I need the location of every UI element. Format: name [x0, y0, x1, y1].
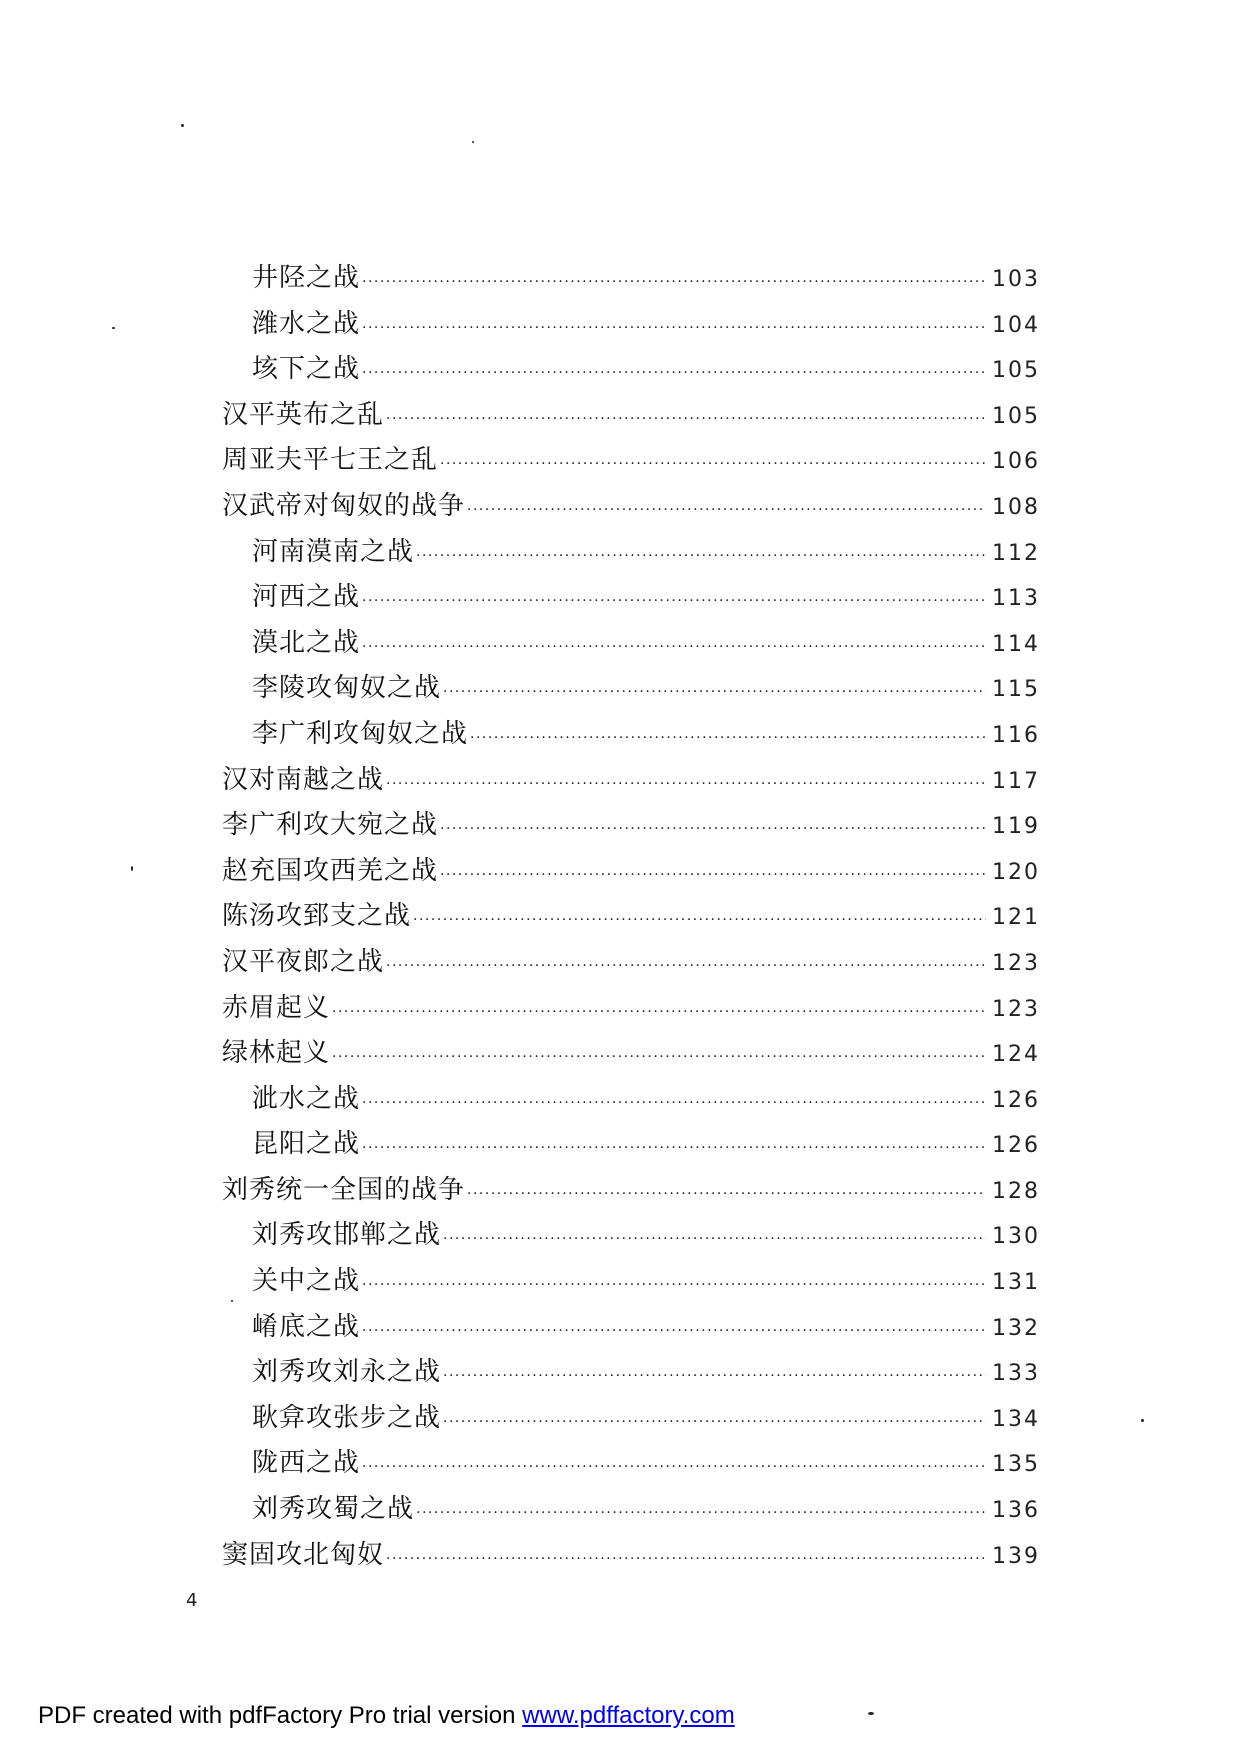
dot-leader [443, 1217, 986, 1263]
dot-leader [362, 1445, 986, 1491]
toc-entry [222, 712, 1040, 758]
toc-entry-page: 113 [992, 586, 1040, 612]
toc-entry-title: 绿林起义 [222, 1038, 331, 1069]
scan-speck [131, 866, 133, 871]
toc-entry-page: 139 [992, 1543, 1040, 1569]
dot-leader [413, 898, 986, 944]
toc-entry [222, 1441, 1040, 1487]
toc-entry [222, 940, 1040, 986]
toc-entry-title: 垓下之战 [252, 354, 361, 385]
toc-entry [222, 1168, 1040, 1214]
scan-speck [472, 141, 474, 143]
dot-leader [362, 625, 986, 671]
toc-entry-page: 116 [992, 722, 1040, 748]
toc-entry [222, 1122, 1040, 1168]
dot-leader [467, 488, 986, 534]
dot-leader [467, 1172, 986, 1218]
toc-entry-title: 汉对南越之战 [222, 764, 385, 795]
dot-leader [386, 1537, 986, 1583]
toc-entry-page: 105 [992, 358, 1040, 384]
toc-entry [222, 758, 1040, 804]
page-number: 4 [186, 1590, 198, 1611]
toc-entry-page: 124 [992, 1042, 1040, 1068]
dot-leader [440, 807, 986, 853]
toc-entry-page: 112 [992, 540, 1040, 566]
toc-entry-page: 132 [992, 1315, 1040, 1341]
toc-entry-page: 103 [992, 267, 1040, 292]
dot-leader [362, 579, 986, 625]
dot-leader [362, 1081, 986, 1127]
toc-entry [222, 894, 1040, 940]
toc-entry-title: 刘秀攻刘永之战 [252, 1357, 442, 1388]
toc-entry-title: 赤眉起义 [222, 992, 331, 1023]
dot-leader [362, 1309, 986, 1355]
toc-entry-title: 李陵攻匈奴之战 [252, 673, 442, 704]
toc-entry-title: 关中之战 [252, 1266, 361, 1297]
dot-leader [386, 397, 986, 443]
toc-entry-title: 刘秀统一全国的战争 [222, 1174, 466, 1205]
toc-entry [222, 666, 1040, 712]
dot-leader [362, 306, 986, 352]
toc-entry-page: 104 [992, 312, 1040, 338]
toc-entry [222, 347, 1040, 393]
scan-speck [868, 1712, 874, 1715]
dot-leader [470, 716, 986, 762]
toc-entry-title: 河西之战 [252, 582, 361, 613]
toc-entry-page: 128 [992, 1178, 1040, 1204]
toc-entry-page: 133 [992, 1361, 1040, 1387]
toc-entry-title: 井陉之战 [252, 263, 361, 293]
dot-leader [332, 990, 986, 1036]
toc-entry-title: 窦固攻北匈奴 [222, 1539, 385, 1570]
toc-entry [222, 256, 1040, 302]
toc-entry-title: 汉武帝对匈奴的战争 [222, 490, 466, 521]
toc-entry-page: 134 [992, 1406, 1040, 1432]
toc-entry-title: 陈汤攻郅支之战 [222, 901, 412, 932]
toc-entry-title: 耿弇攻张步之战 [252, 1402, 442, 1433]
toc-entry-page: 123 [992, 950, 1040, 976]
dot-leader [386, 762, 986, 808]
toc-entry [222, 1213, 1040, 1259]
dot-leader [440, 853, 986, 899]
footer-text: PDF created with pdfFactory Pro trial version [38, 1702, 523, 1729]
toc-entry-title: 李广利攻匈奴之战 [252, 718, 469, 749]
toc-entry [222, 1305, 1040, 1351]
scan-speck [1141, 1419, 1144, 1422]
toc-entry-title: 泚水之战 [252, 1083, 361, 1114]
dot-leader [362, 1126, 986, 1172]
toc-entry [222, 986, 1040, 1032]
dot-leader [443, 670, 986, 716]
toc-entry-title: 刘秀攻蜀之战 [252, 1494, 415, 1525]
toc-entry-title: 汉平夜郎之战 [222, 946, 385, 977]
toc-entry [222, 1350, 1040, 1396]
toc-entry-page: 108 [992, 494, 1040, 520]
dot-leader [332, 1035, 986, 1081]
toc-entry [222, 1396, 1040, 1442]
toc-entry-page: 123 [992, 996, 1040, 1022]
toc-entry [222, 484, 1040, 530]
dot-leader [362, 1263, 986, 1309]
toc-entry-page: 131 [992, 1270, 1040, 1296]
toc-entry-title: 刘秀攻邯郸之战 [252, 1220, 442, 1251]
toc-entry [222, 302, 1040, 348]
toc-entry [222, 1031, 1040, 1077]
toc-entry-page: 119 [992, 814, 1040, 840]
toc-entry-title: 汉平英布之乱 [222, 399, 385, 430]
toc-entry-page: 114 [992, 631, 1040, 657]
toc-entry-title: 周亚夫平七王之乱 [222, 445, 439, 476]
toc-entry [222, 393, 1040, 439]
scan-speck [181, 124, 184, 127]
toc-entry-title: 李广利攻大宛之战 [222, 810, 439, 841]
toc-entry-title: 潍水之战 [252, 308, 361, 339]
toc-entry [222, 621, 1040, 667]
toc-entry-page: 120 [992, 859, 1040, 885]
toc-entry [222, 1077, 1040, 1123]
toc-entry-page: 117 [992, 768, 1040, 794]
dot-leader [386, 944, 986, 990]
dot-leader [362, 260, 986, 306]
toc-entry-page: 136 [992, 1498, 1040, 1524]
toc-entry-page: 126 [992, 1133, 1040, 1159]
toc-entry-title: 昆阳之战 [252, 1129, 361, 1160]
toc-entry-title: 崤底之战 [252, 1311, 361, 1342]
toc-entry [222, 530, 1040, 576]
toc-entry-page: 106 [992, 449, 1040, 475]
toc-entry-title: 赵充国攻西羌之战 [222, 855, 439, 886]
pdf-footer [38, 1702, 735, 1730]
toc-entry [222, 1533, 1040, 1579]
toc-entry [222, 1487, 1040, 1533]
footer-link[interactable]: www.pdffactory.com [522, 1702, 735, 1729]
toc-entry [222, 1259, 1040, 1305]
toc-entry-title: 漠北之战 [252, 627, 361, 658]
toc-entry-title: 河南漠南之战 [252, 536, 415, 567]
dot-leader [443, 1400, 986, 1446]
toc-entry-page: 126 [992, 1087, 1040, 1113]
toc-entry-page: 135 [992, 1452, 1040, 1478]
toc-entry-title: 陇西之战 [252, 1448, 361, 1479]
dot-leader [443, 1354, 986, 1400]
table-of-contents [222, 256, 1040, 1578]
toc-entry-page: 130 [992, 1224, 1040, 1250]
dot-leader [416, 534, 986, 580]
dot-leader [416, 1491, 986, 1537]
toc-entry [222, 803, 1040, 849]
toc-entry [222, 575, 1040, 621]
toc-entry-page: 105 [992, 403, 1040, 429]
scan-speck [112, 327, 115, 329]
toc-entry-page: 121 [992, 905, 1040, 931]
toc-entry-page: 115 [992, 677, 1040, 703]
toc-entry [222, 438, 1040, 484]
dot-leader [440, 442, 986, 488]
toc-entry [222, 849, 1040, 895]
dot-leader [362, 351, 986, 397]
